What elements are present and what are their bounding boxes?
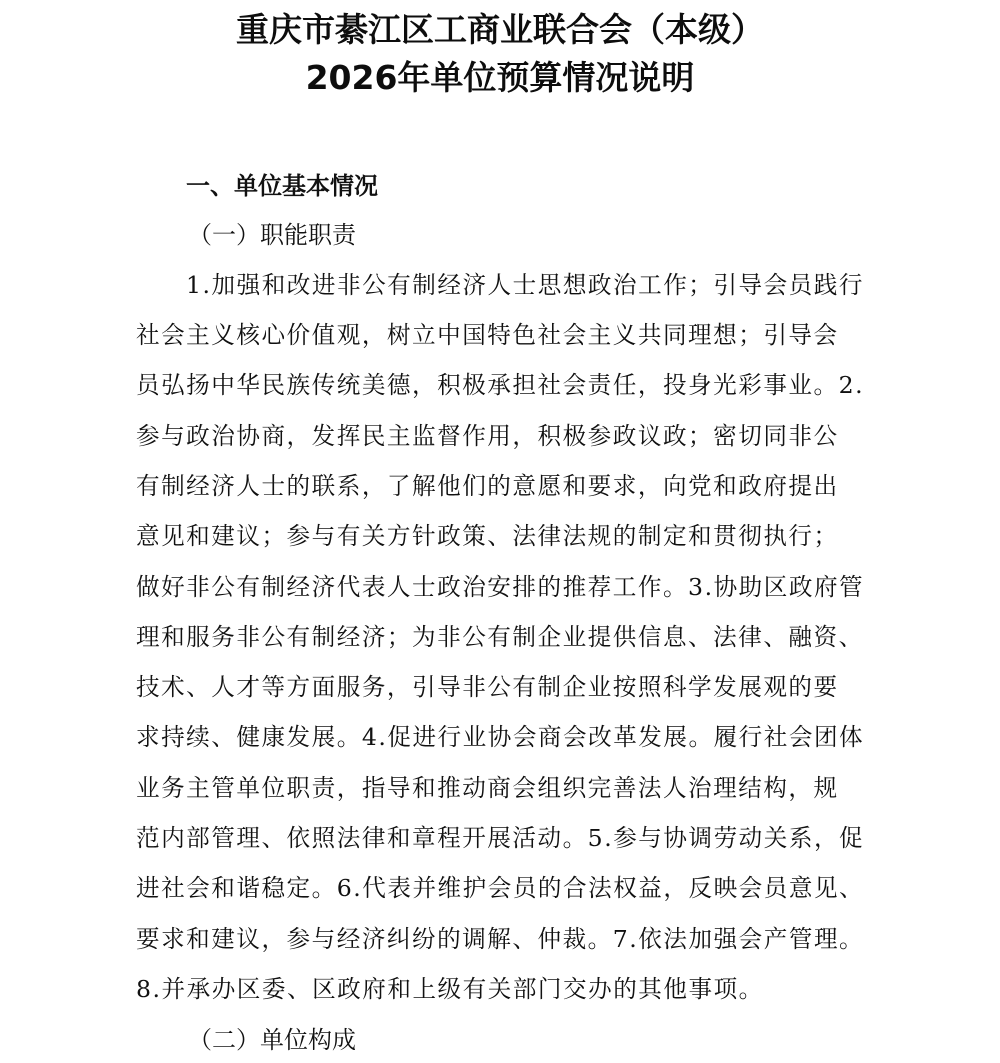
paragraph-line: 1.加强和改进非公有制经济人士思想政治工作；引导会员践行: [186, 271, 864, 299]
paragraph-line: 进社会和谐稳定。6.代表并维护会员的合法权益，反映会员意见、: [136, 874, 865, 902]
paragraph-line: 参与政治协商，发挥民主监督作用，积极参政议政；密切同非公: [136, 422, 839, 450]
paragraph-line: 理和服务非公有制经济；为非公有制企业提供信息、法律、融资、: [136, 623, 864, 651]
paragraph-line: 做好非公有制经济代表人士政治安排的推荐工作。3.协助区政府管: [136, 573, 865, 601]
paragraph-line: 员弘扬中华民族传统美德，积极承担社会责任，投身光彩事业。2.: [136, 371, 865, 399]
paragraph-line: 技术、人才等方面服务，引导非公有制企业按照科学发展观的要: [136, 673, 839, 701]
paragraph-line: 业务主管单位职责，指导和推动商会组织完善法人治理结构，规: [136, 774, 839, 802]
paragraph-line: 范内部管理、依照法律和章程开展活动。5.参与协调劳动关系，促: [136, 824, 865, 852]
paragraph-line: 求持续、健康发展。4.促进行业协会商会改革发展。履行社会团体: [136, 723, 865, 751]
document-title-line-1: 重庆市綦江区工商业联合会（本级）: [236, 10, 764, 49]
paragraph-line: 社会主义核心价值观，树立中国特色社会主义共同理想；引导会: [136, 321, 839, 349]
paragraph-line: 要求和建议，参与经济纠纷的调解、仲裁。7.依法加强会产管理。: [136, 925, 865, 953]
paragraph-line: 有制经济人士的联系，了解他们的意愿和要求，向党和政府提出: [136, 472, 839, 500]
document-title-line-2: 2026年单位预算情况说明: [305, 58, 695, 97]
section-heading-basic-info: 一、单位基本情况: [186, 172, 378, 200]
subsection-heading-functions: （一）职能职责: [188, 221, 356, 249]
paragraph-line: 意见和建议；参与有关方针政策、法律法规的制定和贯彻执行；: [136, 522, 839, 550]
subsection-heading-composition: （二）单位构成: [188, 1026, 356, 1054]
paragraph-line: 8.并承办区委、区政府和上级有关部门交办的其他事项。: [136, 975, 764, 1003]
